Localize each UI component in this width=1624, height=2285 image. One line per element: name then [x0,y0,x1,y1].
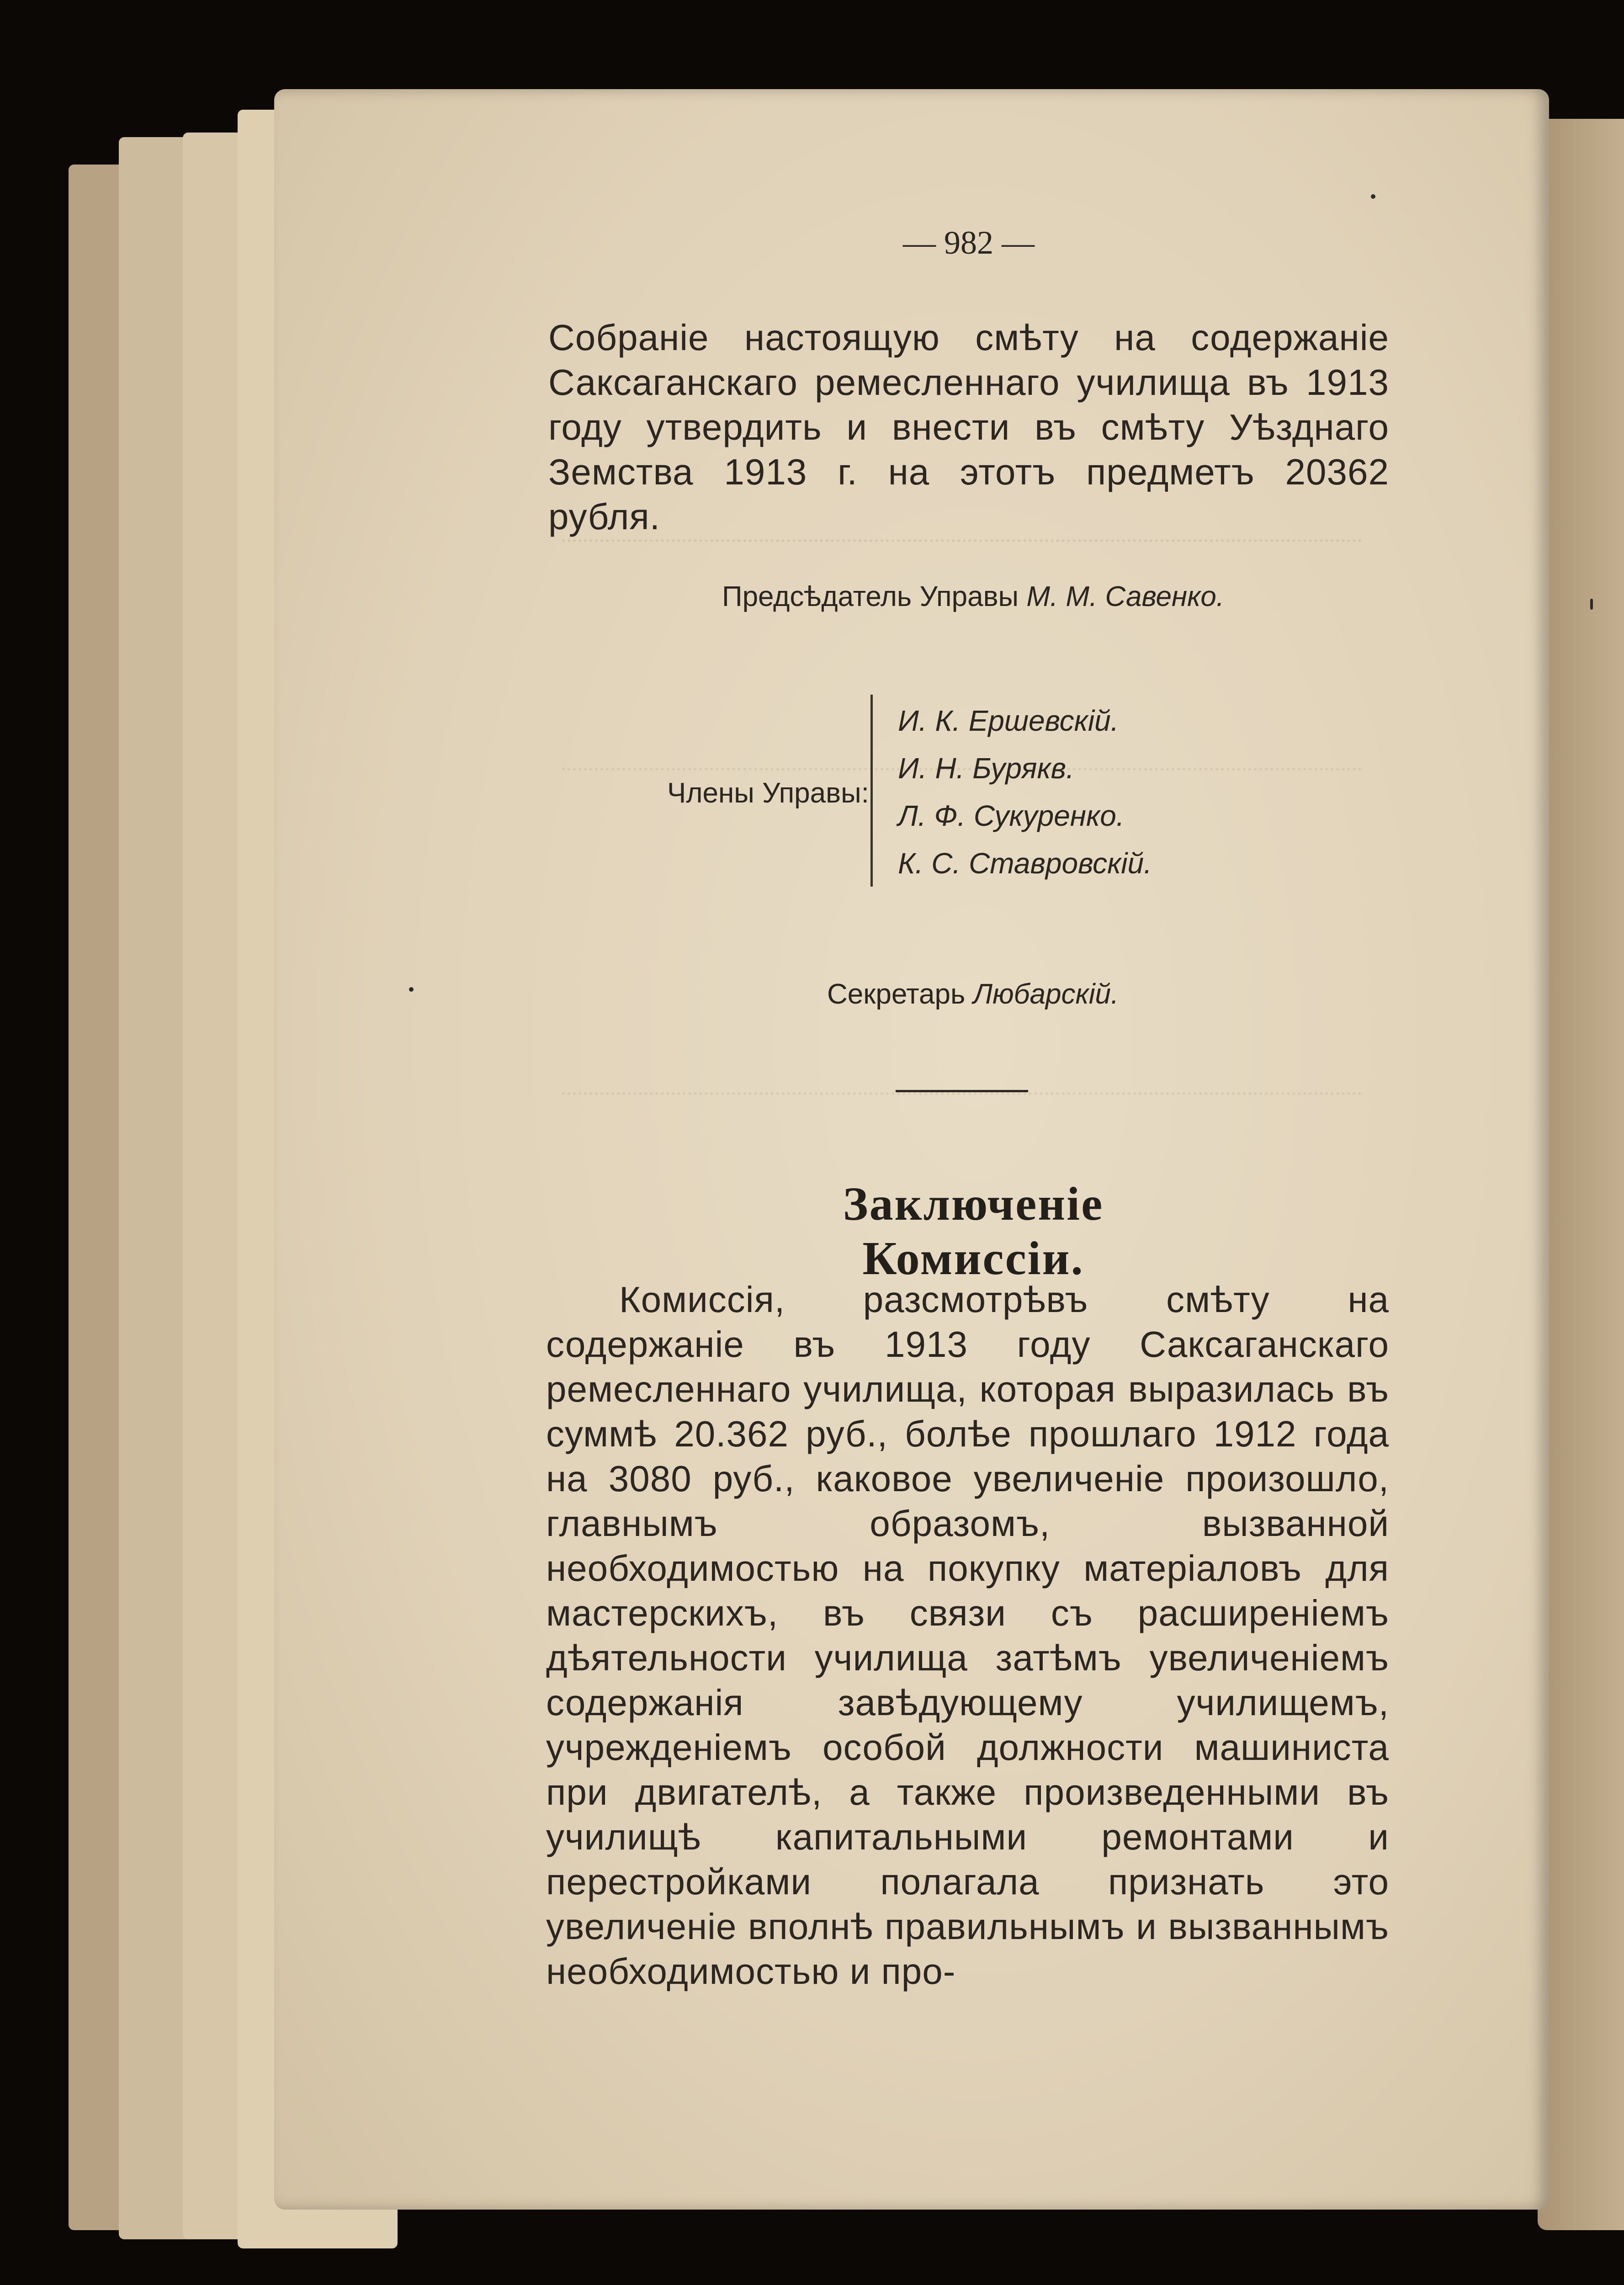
secretary-name: Любарскій. [973,978,1119,1010]
dust-speck [1590,599,1593,610]
members-list [898,697,1152,887]
chairman-signature [722,580,1224,613]
paragraph-text: Комиссія, разсмотрѣвъ смѣту на содержаніе въ 1913 году Саксаганскаго ремесленнаго училища, которая выразилась въ суммѣ 20.362 руб., болѣе прошлаго 1912 года на 3080 руб., каковое увеличеніе произошло, главнымъ образомъ, вызванной необходимостью на покупку матеріаловъ для мастерскихъ, въ связи съ расширеніемъ дѣятельности училища затѣмъ увеличеніемъ содержанія завѣдующему училищемъ, учрежденіемъ особой должности машиниста при двигателѣ, а также произведенными въ училищѣ капитальными ремонтами и перестройками полагала признать это увеличеніе вполнѣ правильнымъ и вызваннымъ необходимостью и про- [546,1279,1389,1992]
member-name: К. С. Ставровскій. [898,847,1152,880]
member-name: Л. Ф. Сукуренко. [898,799,1125,832]
opening-paragraph [548,315,1389,539]
section-divider [896,1090,1028,1092]
members-label: Члены Управы: [667,777,869,809]
secretary-signature [827,978,1119,1010]
commission-paragraph [546,1277,1389,1994]
brace [870,695,879,887]
secretary-label: Секретарь [827,978,966,1010]
member-name: И. К. Ершевскій. [898,704,1119,737]
dust-speck [1371,194,1375,199]
chairman-name: М. М. Савенко. [1026,581,1225,612]
section-heading: Заключеніе Комиссіи. [843,1178,1104,1285]
facing-page-edge [1538,119,1624,2230]
page-number: — 982 — [903,224,1035,261]
dust-speck [409,987,414,992]
paragraph-text: Собраніе настоящую смѣту на содержаніе Саксаганскаго ремесленнаго училища въ 1913 году утвердить и внести въ смѣту Уѣзднаго Земства 1913 г. на этотъ предметъ 20362 рубля. [548,317,1389,537]
chairman-label: Предсѣдатель Управы [722,581,1019,612]
member-name: И. Н. Бурякв. [898,752,1074,785]
